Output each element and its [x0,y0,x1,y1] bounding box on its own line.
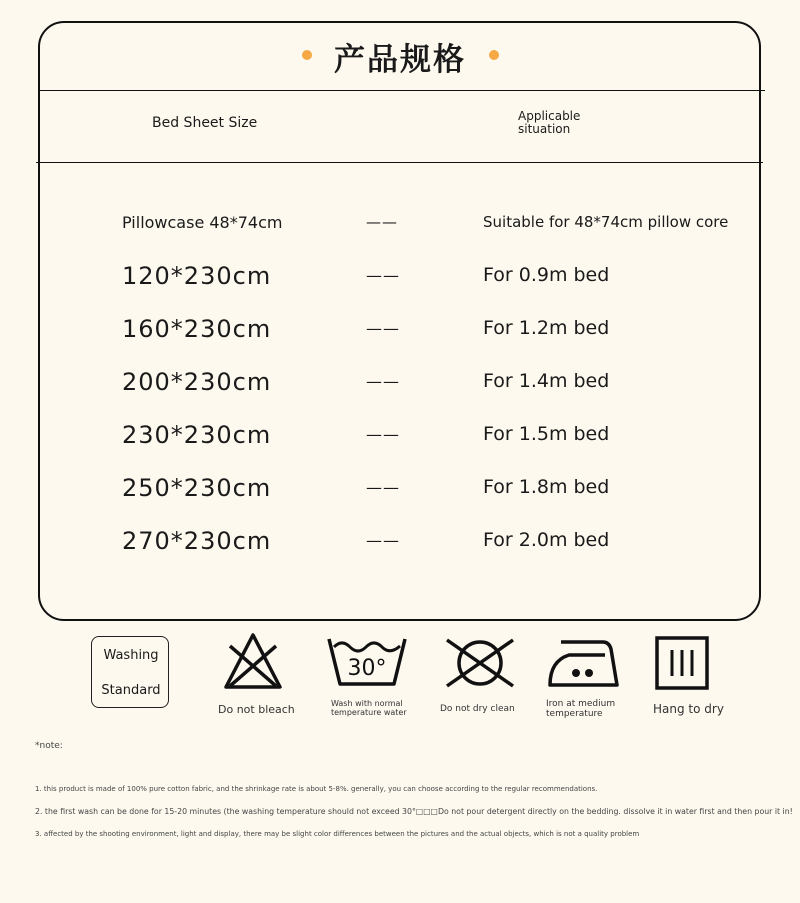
washing-standard-box [91,636,169,708]
dash-separator: —— [366,478,400,497]
header-size: Bed Sheet Size [152,115,258,131]
note-item-1: 1. this product is made of 100% pure cotton fabric, and the shrinkage rate is about 5-8%. generally, you can choose according to the regular recommendations. [35,785,598,793]
care-label-wash: Wash with normal temperature water [331,699,407,717]
dash-separator: —— [366,266,400,285]
table-row [0,262,800,292]
wash-30-icon [326,634,408,688]
size-cell: 120*230cm [122,262,272,290]
table-row [0,368,800,398]
hang-dry-icon [655,636,709,690]
size-cell: 230*230cm [122,421,272,449]
note-title: *note: [35,741,63,751]
dash-separator: —— [366,425,400,444]
size-cell: Pillowcase 48*74cm [122,213,283,232]
dash-separator: —— [366,372,400,391]
use-cell: For 1.5m bed [483,423,610,445]
use-cell: For 1.8m bed [483,476,610,498]
wash-temp-text: 30° [347,656,387,681]
size-cell: 250*230cm [122,474,272,502]
header-bottom-divider [36,162,763,163]
care-label-bleach: Do not bleach [218,703,295,716]
care-label-iron: Iron at medium temperature [546,699,616,719]
care-label-dry-clean: Do not dry clean [440,704,515,714]
table-row [0,421,800,451]
size-cell: 200*230cm [122,368,272,396]
page-title: 产品规格 [334,42,466,78]
use-cell: For 2.0m bed [483,529,610,551]
no-dry-clean-icon [444,637,516,689]
dash-separator: —— [366,319,400,338]
no-bleach-icon [222,632,284,690]
washing-box-line2: Standard [101,683,161,698]
use-cell: For 0.9m bed [483,264,610,286]
use-cell: For 1.2m bed [483,317,610,339]
note-item-2: 2. the first wash can be done for 15-20 minutes (the washing temperature should not exceed 30°□□□Do not pour detergent directly on the bedding. dissolve it in water first and then pour it in! [35,807,793,816]
header-top-divider [38,90,765,91]
note-item-3: 3. affected by the shooting environment, light and display, there may be slight color differences between the pictures and the actual objects, which is not a quality problem [35,830,640,838]
care-label-hang: Hang to dry [653,702,724,716]
table-row [0,315,800,345]
table-row [0,527,800,557]
use-cell: Suitable for 48*74cm pillow core [483,213,729,231]
size-cell: 160*230cm [122,315,272,343]
use-cell: For 1.4m bed [483,370,610,392]
size-cell: 270*230cm [122,527,272,555]
table-row [0,474,800,504]
dash-separator: —— [366,213,398,231]
header-situation: Applicable situation [518,109,581,136]
table-row [0,213,800,243]
dash-separator: —— [366,531,400,550]
iron-medium-icon [547,639,621,689]
washing-box-line1: Washing [103,648,159,663]
title-dot-right [489,50,499,60]
